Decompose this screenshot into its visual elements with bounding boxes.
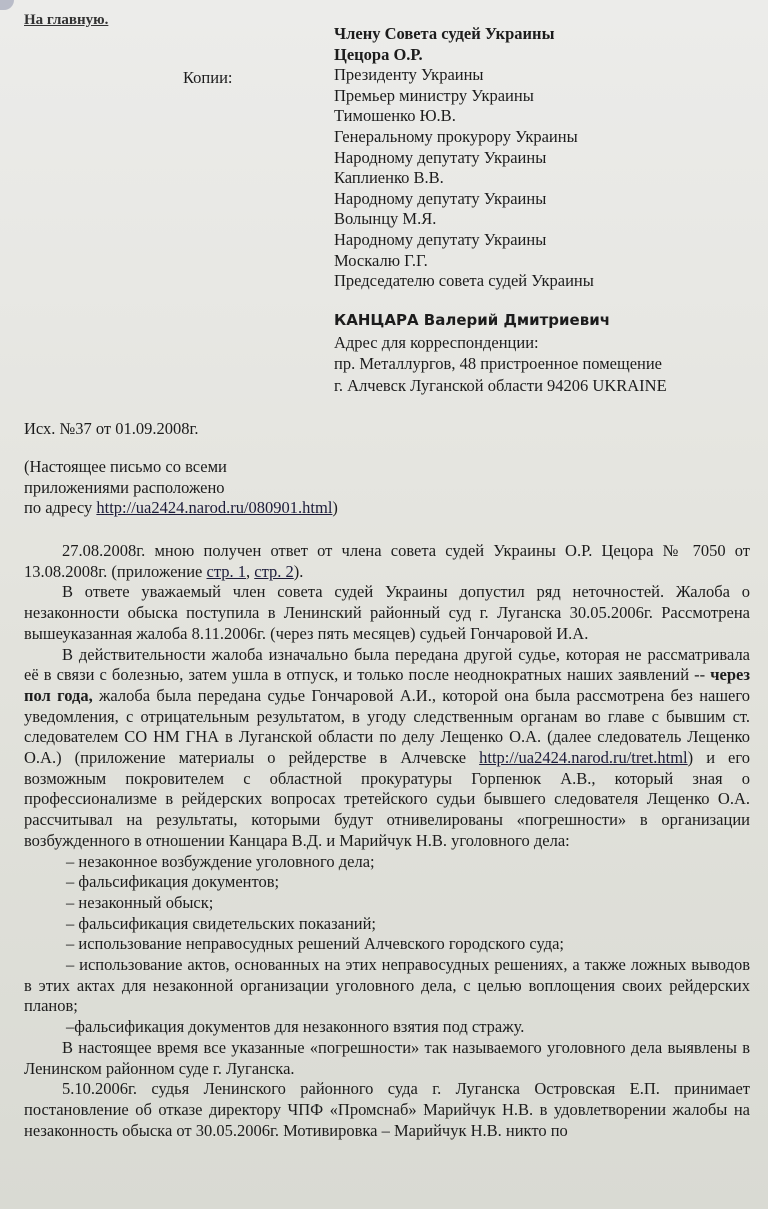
outgoing-reference: Исх. №37 от 01.09.2008г. [24,419,199,438]
sender-address-label: Адрес для корреспонденции: [334,332,539,352]
raiding-materials-link[interactable]: http://ua2424.narod.ru/tret.html [479,748,688,768]
home-link[interactable]: На главную. [24,12,109,28]
p1-text: 27.08.2008г. мною получен ответ от члена совета судей Украины О.Р. Цецора № 7050 от 13.08.2008г. (приложение [24,541,750,581]
addressee-block [334,24,754,292]
paragraph-5: 5.10.2006г. судья Ленинского районного суда г. Луганска Островская Е.П. принимает постановление об отказе директору ЧПФ «Промснаб» Марийчук Н.В. в удовлетворении жалобы на незаконность обыска от 30.05.2006г. Мотивировка – Марийчук Н.В. никто по [24,1079,750,1140]
copy-recipient: Народному депутату Украины [334,229,547,249]
online-location-note [24,457,338,519]
copy-recipient: Каплиенко В.В. [334,168,444,188]
page-2-link[interactable]: стр. 2 [254,561,294,581]
letter-url-link[interactable]: http://ua2424.narod.ru/080901.html [96,498,333,517]
p3-bold-text: через пол года, [24,665,750,705]
p3-text: В действительности жалоба изначально была передана другой судье, которая не рассматривала её в связи с болезнью, затем ушла в отпуск, и только после неоднократных наших заявлений -- [24,644,750,685]
paragraph-1 [24,541,750,582]
p1-separator: , [246,561,255,581]
letter-body [24,541,750,1141]
note-prefix: по адресу [24,498,97,517]
copy-recipient: Председателю совета судей Украины [334,271,594,291]
list-item: – незаконное возбуждение уголовного дела; [66,851,375,871]
note-suffix: ) [332,498,338,517]
paragraph-4: В настоящее время все указанные «погрешности» так называемого уголовного дела выявлены в Ленинском районном суде г. Луганска. [24,1037,750,1078]
note-line: приложениями расположено [24,477,225,497]
note-line: (Настоящее письмо со всеми [24,457,227,476]
copy-recipient: Генеральному прокурору Украины [334,126,578,146]
addressee-title: Члену Совета судей Украины [334,24,555,43]
page-corner-mark-icon [0,0,14,10]
copy-recipient: Тимошенко Ю.В. [334,106,456,126]
copy-recipient: Волынцу М.Я. [334,209,437,229]
p3-text: ) и его возможным покровителем с областной прокуратуры Горпенюк А.В., который зная о профессионализме в рейдерских вопросах третейского судьи бывшего следователя Лещенко О.А. рассчитывал на результаты, которыми будут отнивелированы «погрешности» в организации возбужденного в отношении Канцара В.Д. и Марийчук Н.В. уголовного дела: [24,748,750,850]
copy-recipient: Москалю Г.Г. [334,250,428,270]
sender-block [334,310,754,396]
list-item: – фальсификация свидетельских показаний; [66,913,377,933]
note-line [24,498,338,519]
list-item: – незаконный обыск; [66,892,214,912]
paragraph-2: В ответе уважаемый член совета судей Украины допустил ряд неточностей. Жалоба о незаконности обыска поступила в Ленинский районный суд г. Луганска 30.05.2006г. Рассмотрена вышеуказанная жалоба 8.11.2006г. (через пять месяцев) судьей Гончаровой И.А. [24,582,750,643]
p3-text: жалоба была передана судье Гончаровой А.И., которой она была рассмотрена без нашего уведомления, с отрицательным результатом, в угоду следственным органам во главе с бывшим ст. следователем СО НМ ГНА в Луганской области по делу Лещенко О.А. (далее следователь Лещенко О.А.) (приложение материалы о рейдерстве в Алчевске [24,685,750,768]
copies-label: Копии: [183,68,233,87]
sender-name: КАНЦАРА Валерий Дмитриевич [334,311,611,329]
list-item: – фальсификация документов; [66,872,280,892]
copy-recipient: Премьер министру Украины [334,85,534,105]
copy-recipient: Народному депутату Украины [334,147,547,167]
copy-recipient: Президенту Украины [334,65,484,85]
page-1-link[interactable]: стр. 1 [206,561,246,581]
addressee-name: Цецора О.Р. [334,44,423,64]
copy-recipient: Народному депутату Украины [334,188,547,208]
p1-end: ). [293,561,304,581]
sender-address-line: пр. Металлургов, 48 пристроенное помещение [334,354,663,373]
list-item: – использование неправосудных решений Алчевского городского суда; [66,934,565,954]
paragraph-3 [24,645,750,852]
list-item: – использование актов, основанных на этих неправосудных решениях, а также ложных выводов в этих актах для незаконной организации уголовного дела, с целью воплощения своих рейдерских планов; [24,955,750,1016]
sender-address-line: г. Алчевск Луганской области 94206 UKRAINE [334,375,667,395]
list-item: –фальсификация документов для незаконного взятия под стражу. [66,1017,525,1037]
